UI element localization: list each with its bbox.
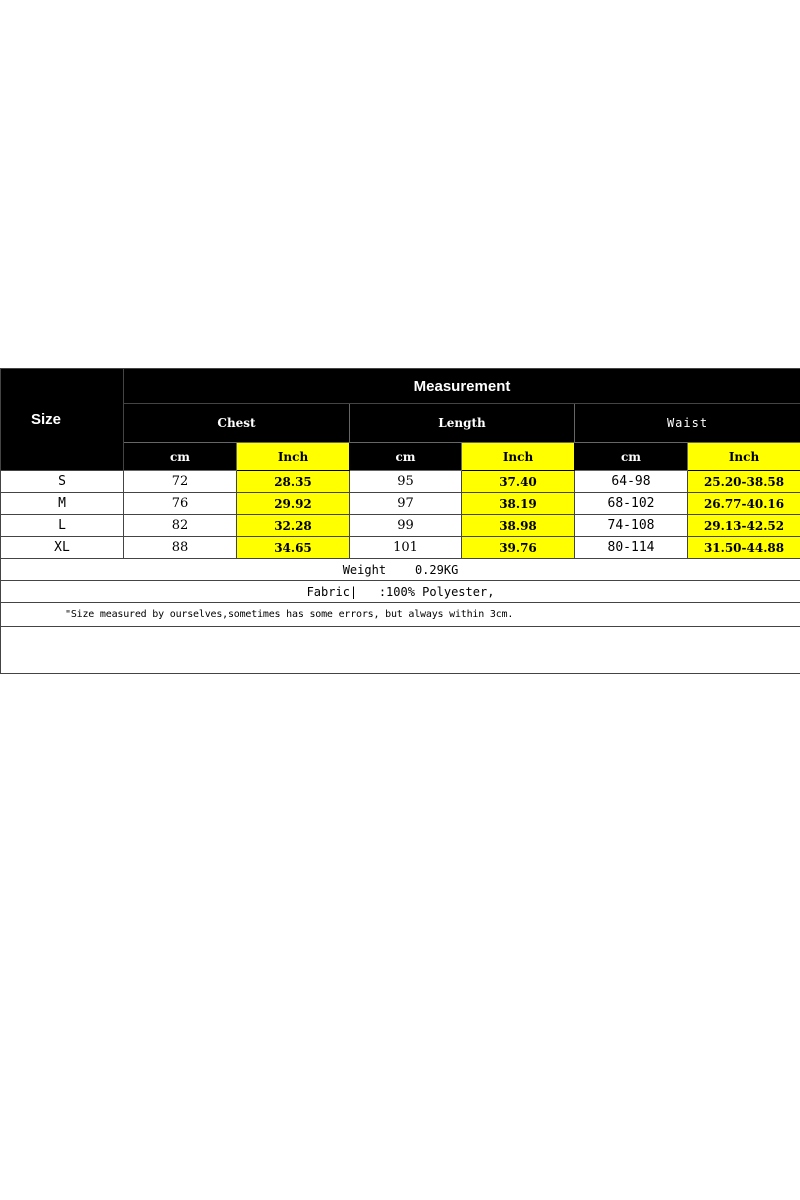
length-header: Length xyxy=(350,404,575,443)
weight-row xyxy=(1,559,800,581)
size-note: "Size measured by ourselves,sometimes has some errors, but always within 3cm. xyxy=(1,603,800,627)
blank-row xyxy=(1,627,800,674)
waist-inch-cell: 25.20-38.58 xyxy=(688,471,800,493)
unit-cm-length: cm xyxy=(350,443,462,471)
size-header: Size xyxy=(1,369,124,471)
size-cell: XL xyxy=(1,537,124,559)
chest-inch-cell: 29.92 xyxy=(237,493,350,515)
chest-inch-cell: 28.35 xyxy=(237,471,350,493)
length-cm-cell: 101 xyxy=(350,537,462,559)
unit-cm-waist: cm xyxy=(575,443,688,471)
length-inch-cell: 38.19 xyxy=(462,493,575,515)
chest-inch-cell: 34.65 xyxy=(237,537,350,559)
waist-inch-cell: 31.50-44.88 xyxy=(688,537,800,559)
unit-inch-length: Inch xyxy=(462,443,575,471)
chest-cm-cell: 76 xyxy=(124,493,237,515)
waist-cm-cell: 68-102 xyxy=(575,493,688,515)
length-inch-cell: 37.40 xyxy=(462,471,575,493)
size-cell: L xyxy=(1,515,124,537)
unit-inch-chest: Inch xyxy=(237,443,350,471)
weight-text: Weight 0.29KG xyxy=(1,559,800,581)
chest-cm-cell: 82 xyxy=(124,515,237,537)
length-cm-cell: 99 xyxy=(350,515,462,537)
chest-cm-cell: 72 xyxy=(124,471,237,493)
measurement-header: Measurement xyxy=(124,369,800,404)
unit-inch-waist: Inch xyxy=(688,443,800,471)
length-cm-cell: 97 xyxy=(350,493,462,515)
fabric-row xyxy=(1,581,800,603)
blank-cell xyxy=(1,627,800,674)
chest-header: Chest xyxy=(124,404,350,443)
table-row xyxy=(1,537,800,559)
waist-cm-cell: 64-98 xyxy=(575,471,688,493)
chest-cm-cell: 88 xyxy=(124,537,237,559)
table-row xyxy=(1,493,800,515)
unit-cm-chest: cm xyxy=(124,443,237,471)
chest-inch-cell: 32.28 xyxy=(237,515,350,537)
length-inch-cell: 39.76 xyxy=(462,537,575,559)
size-chart xyxy=(0,368,800,674)
size-cell: S xyxy=(1,471,124,493)
length-cm-cell: 95 xyxy=(350,471,462,493)
length-inch-cell: 38.98 xyxy=(462,515,575,537)
waist-inch-cell: 26.77-40.16 xyxy=(688,493,800,515)
size-table xyxy=(0,368,800,674)
waist-cm-cell: 80-114 xyxy=(575,537,688,559)
waist-inch-cell: 29.13-42.52 xyxy=(688,515,800,537)
size-cell: M xyxy=(1,493,124,515)
fabric-text: Fabric| :100% Polyester, xyxy=(1,581,800,603)
waist-header: Waist xyxy=(575,404,800,443)
note-row xyxy=(1,603,800,627)
waist-cm-cell: 74-108 xyxy=(575,515,688,537)
table-row xyxy=(1,515,800,537)
table-row xyxy=(1,471,800,493)
